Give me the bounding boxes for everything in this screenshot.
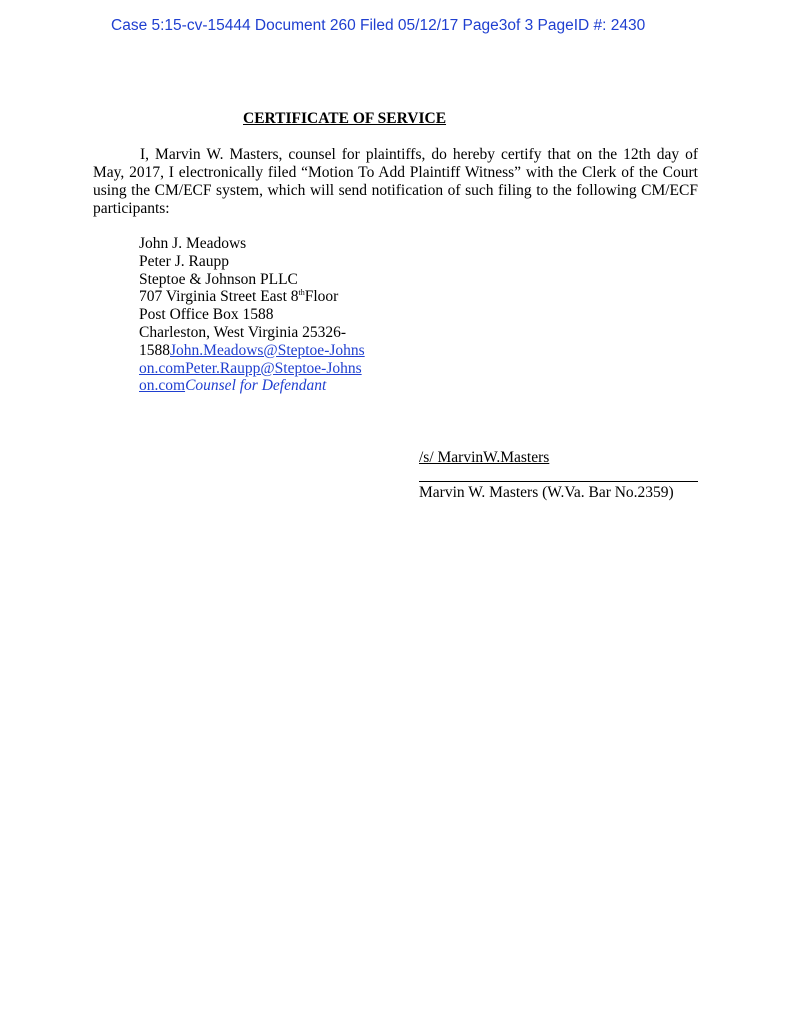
recipient-name-2: Peter J. Raupp	[139, 252, 229, 270]
po-box: Post Office Box 1588	[139, 306, 274, 324]
city-state-zip: Charleston, West Virginia 25326-	[139, 323, 347, 341]
firm-name: Steptoe & Johnson PLLC	[139, 270, 298, 288]
case-header: Case 5:15-cv-15444 Document 260 Filed 05/12/17 Page3of 3 PageID #: 2430	[111, 17, 646, 34]
counsel-label: Counsel for Defendant	[185, 377, 327, 395]
street-address	[139, 288, 379, 306]
certification-paragraph: I, Marvin W. Masters, counsel for plaintiffs, do hereby certify that on the 12th day of May, 2017, I electronically filed “Motion To Add Plaintiff Witness” with the Clerk of the Court using the CM/ECF system, which will send notification of such filing to the following CM/ECF participants:	[93, 146, 698, 217]
service-address-block	[139, 235, 379, 395]
email-link-meadows[interactable]: John.Meadows@Steptoe-Johnson.com	[139, 341, 365, 377]
electronic-signature: /s/ MarvinW.Masters	[419, 449, 550, 466]
email-link-raupp[interactable]: Peter.Raupp@Steptoe-Johnson.com	[139, 359, 362, 395]
page-title: CERTIFICATE OF SERVICE	[243, 110, 447, 127]
signer-printed-name: Marvin W. Masters (W.Va. Bar No.2359)	[419, 484, 674, 501]
street-prefix: 707 Virginia Street East 8	[139, 288, 299, 306]
zip-suffix: 1588	[139, 341, 170, 359]
recipient-name-1: John J. Meadows	[139, 235, 247, 252]
signature-line	[419, 481, 698, 482]
street-suffix: Floor	[304, 288, 339, 306]
contact-run	[139, 342, 365, 395]
street-ordinal-suffix: th	[298, 288, 305, 298]
